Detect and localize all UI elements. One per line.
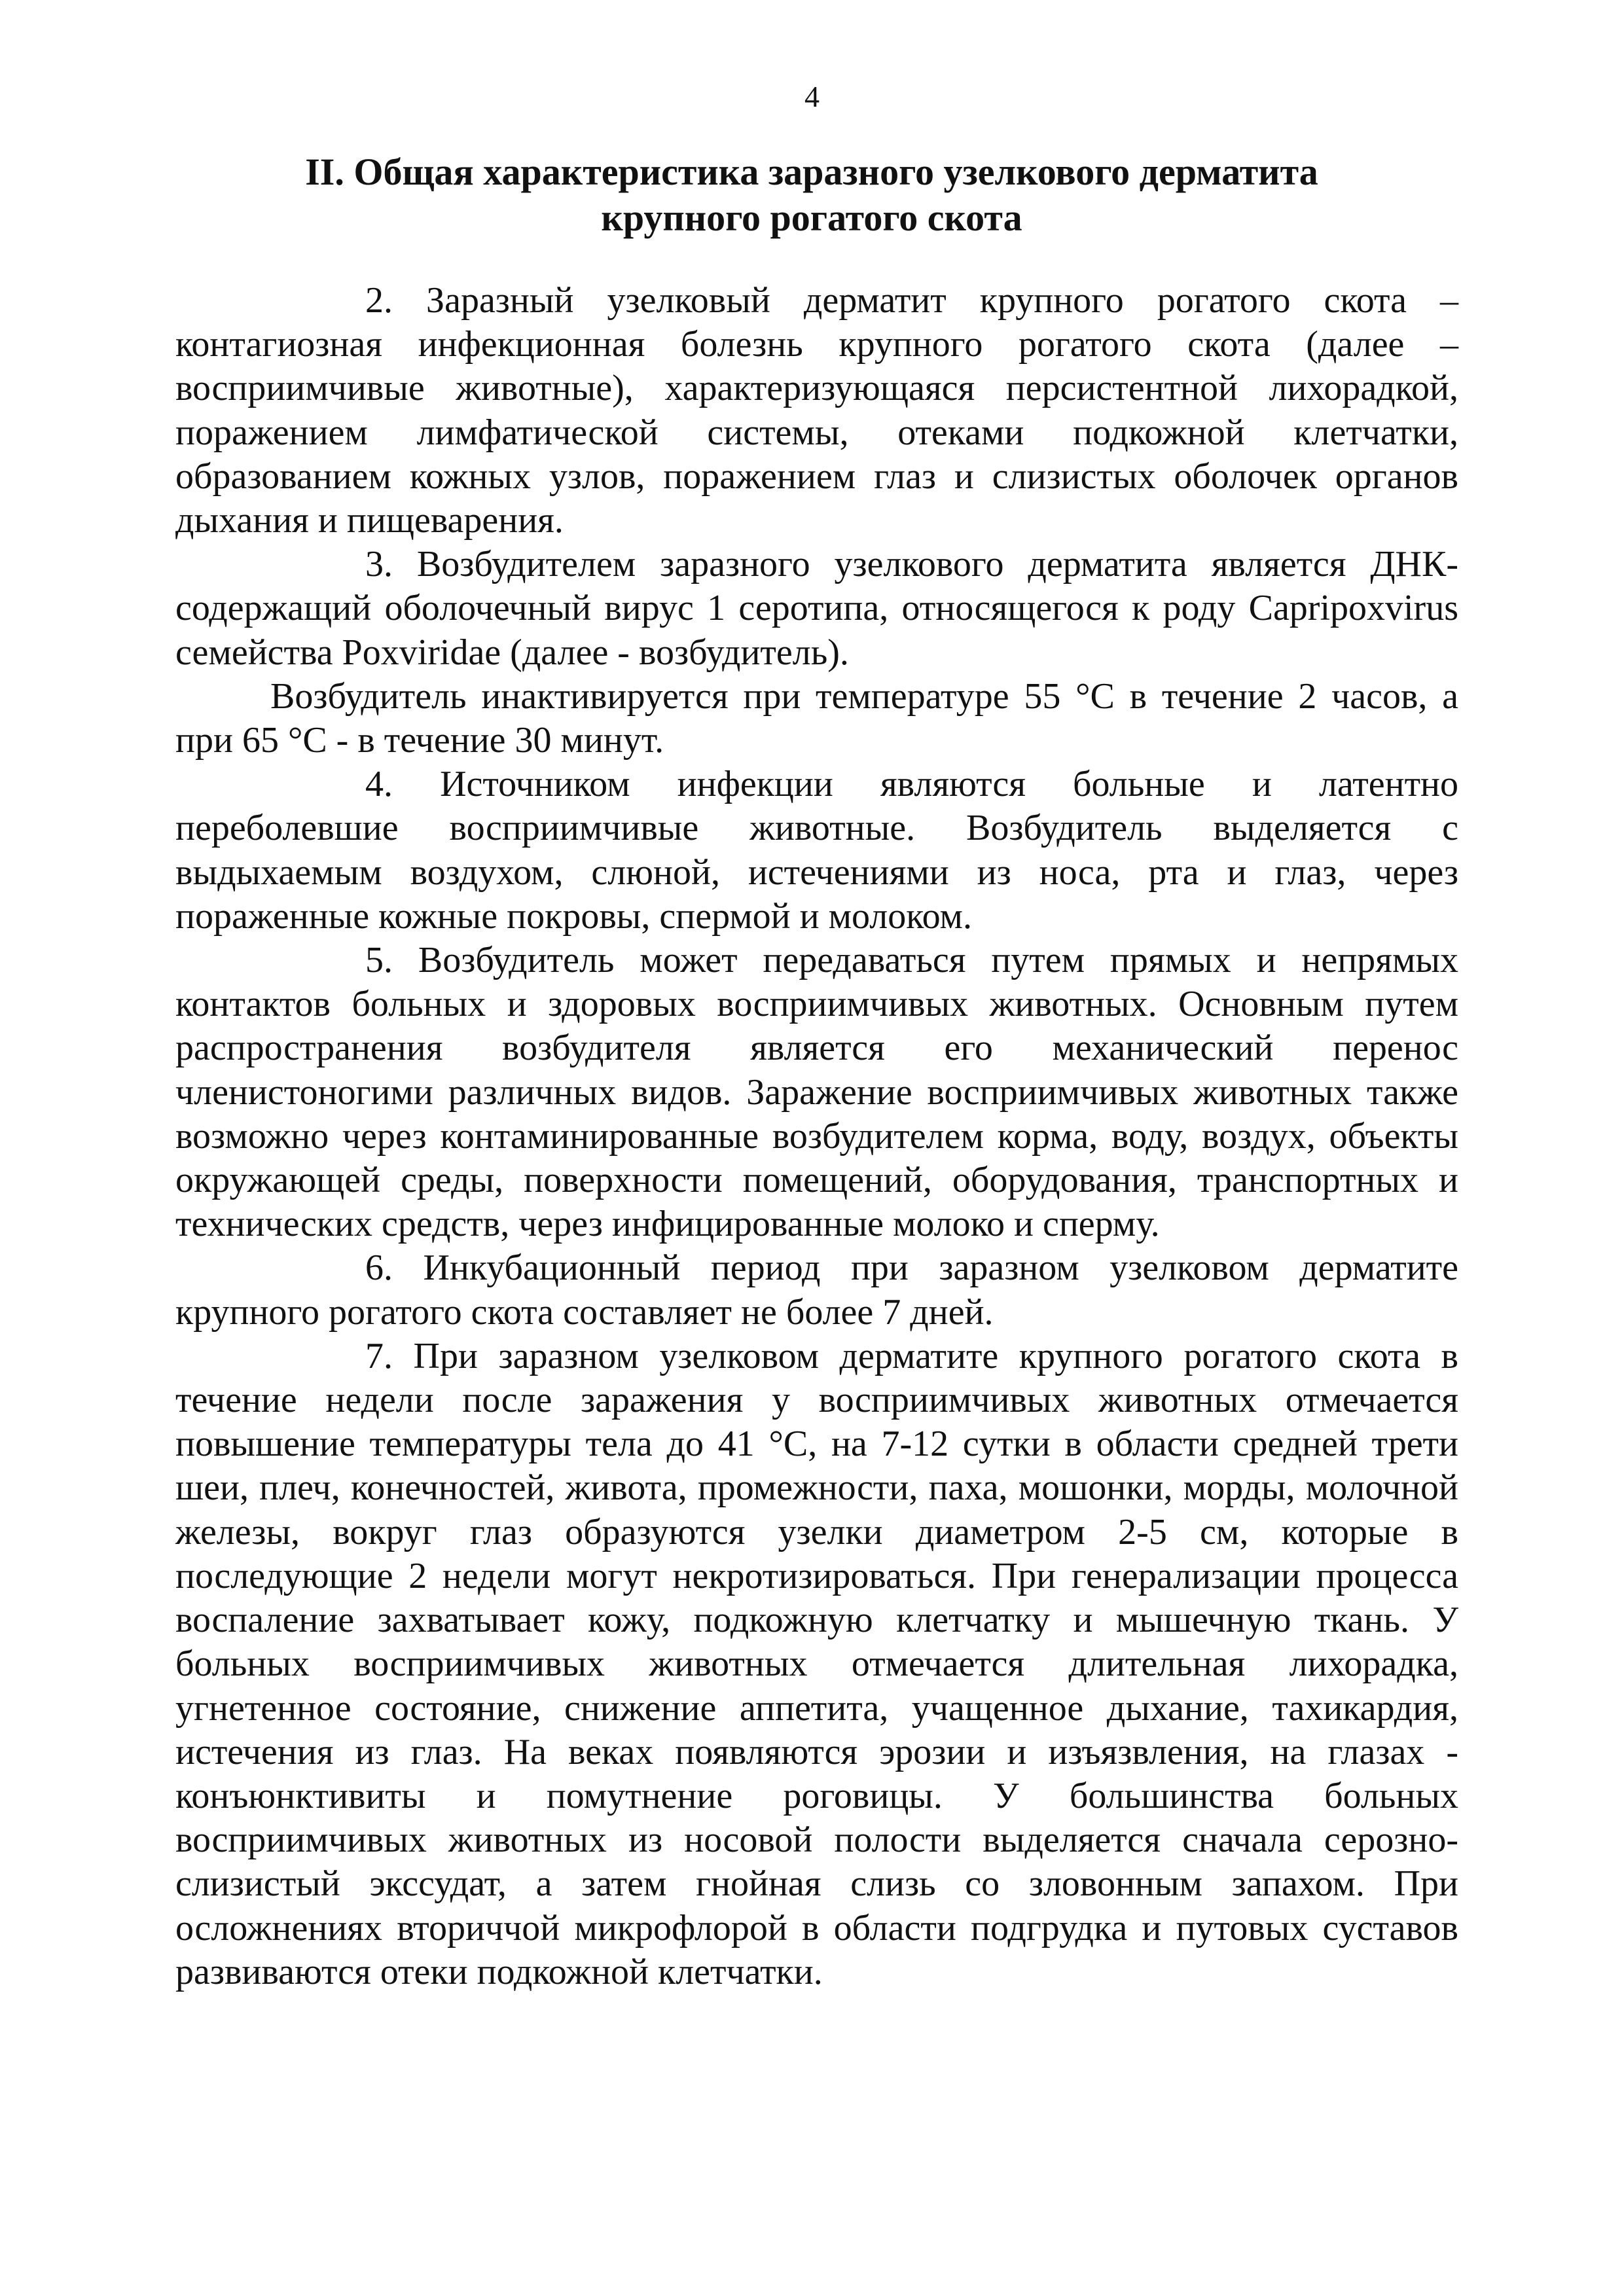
section-title-line-2: крупного рогатого скота xyxy=(601,196,1022,239)
paragraph-2 xyxy=(175,279,1458,543)
paragraph-4 xyxy=(175,762,1458,939)
paragraph-3-continued xyxy=(175,675,1458,762)
paragraph-number: 7. xyxy=(365,1335,393,1376)
document-body xyxy=(175,279,1458,1994)
paragraph-text: Инкубационный период при заразном узелковом дерматите крупного рогатого скота составляет не более 7 дней. xyxy=(175,1247,1459,1333)
paragraph-3 xyxy=(175,543,1458,675)
paragraph-text: При заразном узелковом дерматите крупного рогатого скота в течение недели после заражения у восприимчивых животных отмечается повышение температуры тела до 41 °С, на 7-12 сутки в области средней трети шеи, плеч, конечностей, живота, промежности, паха, мошонки, морды, молочной железы, вокруг глаз образуются узелки диаметром 2-5 см, которые в последующие 2 недели могут некротизироваться. При генерализации процесса воспаление захватывает кожу, подкожную клетчатку и мышечную ткань. У больных восприимчивых животных отмечается длительная лихорадка, угнетенное состояние, снижение аппетита, учащенное дыхание, тахикардия, истечения из глаз. На веках появляются эрозии и изъязвления, на глазах - конъюнктивиты и помутнение роговицы. У большинства больных восприимчивых животных из носовой полости выделяется сначала серозно-слизистый экссудат, а затем гнойная слизь со зловонным запахом. При осложнениях вториччой микрофлорой в области подгрудка и путовых суставов развиваются отеки подкожной клетчатки. xyxy=(175,1335,1458,1992)
paragraph-7 xyxy=(175,1335,1458,1994)
page-number: 4 xyxy=(804,80,820,113)
paragraph-text: Возбудитель инактивируется при температуре 55 °С в течение 2 часов, а при 65 °С - в течение 30 минут. xyxy=(175,675,1458,761)
paragraph-number: 3. xyxy=(365,544,393,585)
paragraph-number: 5. xyxy=(365,940,393,981)
paragraph-number: 4. xyxy=(365,764,393,805)
section-title xyxy=(223,149,1401,241)
paragraph-text: Заразный узелковый дерматит крупного рогатого скота – контагиозная инфекционная болезнь крупного рогатого скота (далее – восприимчивые животные), характеризующаяся персистентной лихорадкой, поражением лимфатической системы, отеками подкожной клетчатки, образованием кожных узлов, поражением глаз и слизистых оболочек органов дыхания и пищеварения. xyxy=(175,280,1458,541)
paragraph-number: 2. xyxy=(365,280,393,321)
paragraph-text: Возбудителем заразного узелкового дерматита является ДНК-содержащий оболочечный вирус 1 серотипа, относящегося к роду Capripoxvirus семейства Poxviridae (далее - возбудитель). xyxy=(175,544,1459,673)
section-title-line-1: II. Общая характеристика заразного узелкового дерматита xyxy=(305,151,1318,193)
paragraph-text: Возбудитель может передаваться путем прямых и непрямых контактов больных и здоровых восприимчивых животных. Основным путем распространения возбудителя является его механический перенос членистоногими различных видов. Заражение восприимчивых животных также возможно через контаминированные возбудителем корма, воду, воздух, объекты окружающей среды, поверхности помещений, оборудования, транспортных и технических средств, через инфицированные молоко и сперму. xyxy=(175,940,1459,1245)
paragraph-6 xyxy=(175,1246,1458,1334)
paragraph-number: 6. xyxy=(365,1247,393,1289)
paragraph-5 xyxy=(175,939,1458,1246)
paragraph-text: Источником инфекции являются больные и латентно переболевшие восприимчивые животные. Возбудитель выделяется с выдыхаемым воздухом, слюной, истечениями из носа, рта и глаз, через пораженные кожные покровы, спермой и молоком. xyxy=(175,764,1459,937)
